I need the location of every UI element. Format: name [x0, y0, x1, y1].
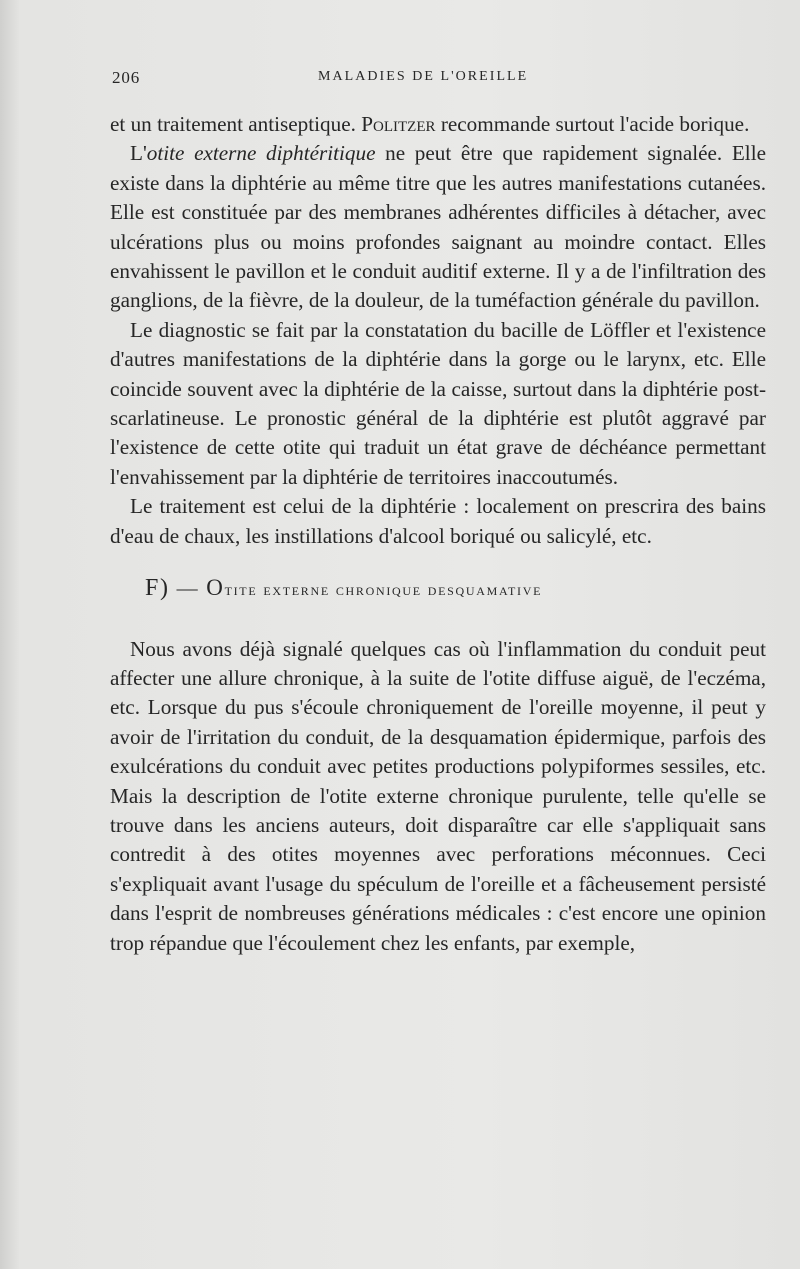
paragraph-1	[110, 110, 766, 139]
paragraph-1-text-a: et un traitement antiseptique.	[110, 112, 362, 136]
section-letter: F)	[145, 575, 170, 602]
paragraph-2-text: ne peut être que rapidement signalée. Elle existe dans la diphtérie au même titre que les autres manifestations cutanées. Elle est constituée par des membranes adhérentes difficiles à détacher, avec ulcérations plus ou moins profondes saignant au moindre contact. Elles envahissent le pavillon et le conduit auditif externe. Il y a de l'infiltration des ganglions, de la fièvre, de la douleur, de la tuméfaction générale du pavillon.	[110, 141, 766, 313]
section-heading	[110, 573, 766, 604]
section-title-initial: O	[206, 575, 225, 601]
section-title-rest: tite externe chronique desquamative	[224, 580, 543, 600]
author-politzer: Politzer	[361, 112, 436, 136]
paragraph-5: Nous avons déjà signalé quelques cas où l'inflammation du conduit peut affecter une allure chronique, à la suite de l'otite diffuse aiguë, de l'eczéma, etc. Lorsque du pus s'écoule chroniquement de l'oreille moyenne, il peut y avoir de l'irritation du conduit, de la desquamation épidermique, parfois des exulcérations du conduit avec petites productions polypiformes sessiles, etc. Mais la description de l'otite externe chronique purulente, telle qu'elle se trouve dans les anciens auteurs, doit disparaître car elle s'appliquait sans contredit à des otites moyennes avec perforations méconnues. Ceci s'expliquait avant l'usage du spéculum de l'oreille et a fâcheusement persisté dans l'esprit de nombreuses générations médicales : c'est encore une opinion trop répandue que l'écoulement chez les enfants, par exemple,	[110, 636, 766, 955]
paragraph-2	[110, 139, 766, 315]
section-dash: —	[176, 576, 200, 601]
page-number: 206	[112, 68, 141, 87]
body-text	[110, 110, 766, 958]
paragraph-1-text-b: recommande surtout l'acide borique.	[435, 112, 750, 136]
paragraph-3: Le diagnostic se fait par la constatation du bacille de Löffler et l'existence d'autres manifestations de la diphtérie dans la gorge ou le larynx, etc. Elle coincide souvent avec la diphtérie de la caisse, surtout dans la diphtérie post-scarlatineuse. Le pronostic général de la diphtérie est plutôt aggravé par l'existence de cette otite qui traduit un état grave de déchéance permettant l'envahissement par la diphtérie de territoires inaccoutumés.	[110, 317, 766, 489]
running-head	[112, 68, 762, 96]
paragraph-4: Le traitement est celui de la diphtérie : localement on prescrira des bains d'eau de chaux, les instillations d'alcool boriqué ou salicylé, etc.	[110, 494, 766, 548]
running-title: MALADIES DE L'OREILLE	[318, 69, 529, 84]
paragraph-2-term: otite externe diphtéritique	[146, 141, 376, 166]
section-title	[206, 575, 543, 601]
paragraph-2-lead: L'	[130, 141, 147, 166]
